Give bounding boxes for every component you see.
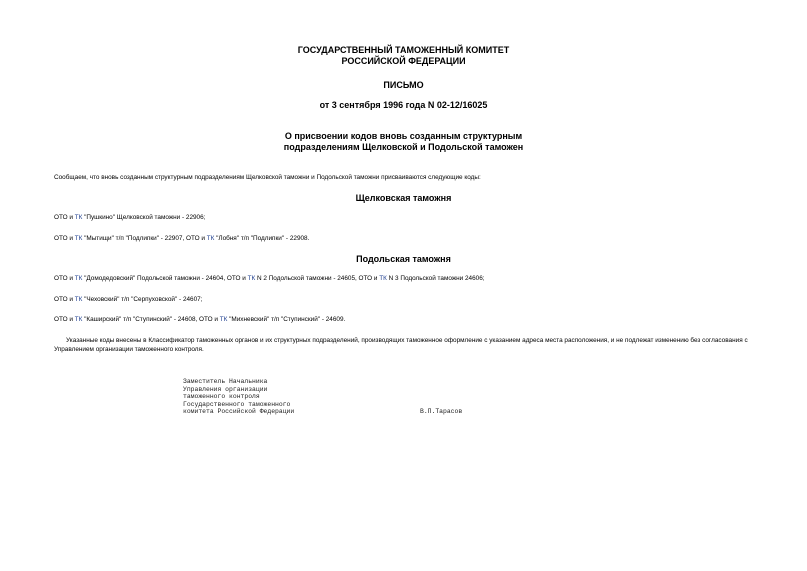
subject-line-1: О присвоении кодов вновь созданным структурным bbox=[284, 131, 523, 141]
paragraph-mytishchi bbox=[54, 234, 309, 243]
paragraph-pushkino bbox=[54, 213, 205, 222]
signature-position-1: Заместитель Начальника bbox=[183, 378, 268, 385]
paragraph-domodedovo bbox=[54, 274, 485, 283]
tk-link[interactable]: ТК bbox=[74, 296, 83, 303]
section-title-shchelkovo: Щелковская таможня bbox=[355, 193, 452, 203]
text: "Чеховский" т/п "Серпуховской" - 24607; bbox=[82, 296, 203, 303]
text: N 3 Подольской таможни 24606; bbox=[386, 275, 485, 282]
text: ОТО и bbox=[54, 316, 75, 323]
signature-position-5: комитета Российской Федерации bbox=[183, 408, 295, 416]
text: "Каширский" т/п "Ступинский" - 24608, ОТО и bbox=[82, 316, 220, 323]
closing-text: Указанные коды внесены в Классификатор таможенных органов и их структурных подразделений, производящих таможенное оформление с указанием адреса места расположения, и не подлежат изменению без согласования с Управлением организации таможенного контроля. bbox=[54, 337, 748, 353]
text: ОТО и bbox=[54, 214, 75, 221]
paragraph-chekhov bbox=[54, 295, 203, 304]
agency-subtitle: РОССИЙСКОЙ ФЕДЕРАЦИИ bbox=[341, 56, 466, 66]
paragraph-kashira bbox=[54, 315, 345, 324]
text: "Пушкино" Щелковской таможни - 22906; bbox=[82, 214, 206, 221]
text: ОТО и bbox=[54, 296, 75, 303]
text: ОТО и bbox=[54, 275, 75, 282]
tk-link[interactable]: ТК bbox=[219, 316, 228, 323]
text: "Лобня" т/п "Подлипки" - 22908. bbox=[214, 235, 310, 242]
tk-link[interactable]: ТК bbox=[74, 316, 83, 323]
text: N 2 Подольской таможни - 24605, ОТО и bbox=[255, 275, 380, 282]
intro-paragraph: Сообщаем, что вновь созданным структурным подразделениям Щелковской таможни и Подольской таможни присваиваются следующие коды: bbox=[54, 174, 481, 181]
tk-link[interactable]: ТК bbox=[379, 275, 387, 282]
tk-link[interactable]: ТК bbox=[74, 214, 83, 221]
signature-position-4: Государственного таможенного bbox=[183, 400, 291, 408]
document-date-number: от 3 сентября 1996 года N 02-12/16025 bbox=[319, 100, 488, 110]
subject-line-2: подразделениям Щелковской и Подольской таможен bbox=[283, 142, 524, 152]
tk-link[interactable]: ТК bbox=[74, 235, 83, 242]
tk-link[interactable]: ТК bbox=[247, 275, 256, 282]
text: "Мытищи" т/п "Подлипки" - 22907, ОТО и bbox=[82, 235, 207, 242]
text: "Домодедовский" Подольской таможни - 24604, ОТО и bbox=[82, 275, 248, 282]
tk-link[interactable]: ТК bbox=[206, 235, 215, 242]
tk-link[interactable]: ТК bbox=[74, 275, 83, 282]
closing-paragraph bbox=[54, 336, 770, 354]
signatory-name: В.П.Тарасов bbox=[420, 408, 463, 415]
document-type: ПИСЬМО bbox=[383, 80, 424, 90]
text: ОТО и bbox=[54, 235, 75, 242]
signature-position-2: Управления организации bbox=[183, 385, 268, 393]
signature-position-3: таможенного контроля bbox=[183, 393, 260, 401]
section-title-podolsk: Подольская таможня bbox=[356, 254, 451, 264]
agency-title: ГОСУДАРСТВЕННЫЙ ТАМОЖЕННЫЙ КОМИТЕТ bbox=[297, 45, 510, 55]
text: "Михневский" т/п "Ступинский" - 24609. bbox=[227, 316, 346, 323]
